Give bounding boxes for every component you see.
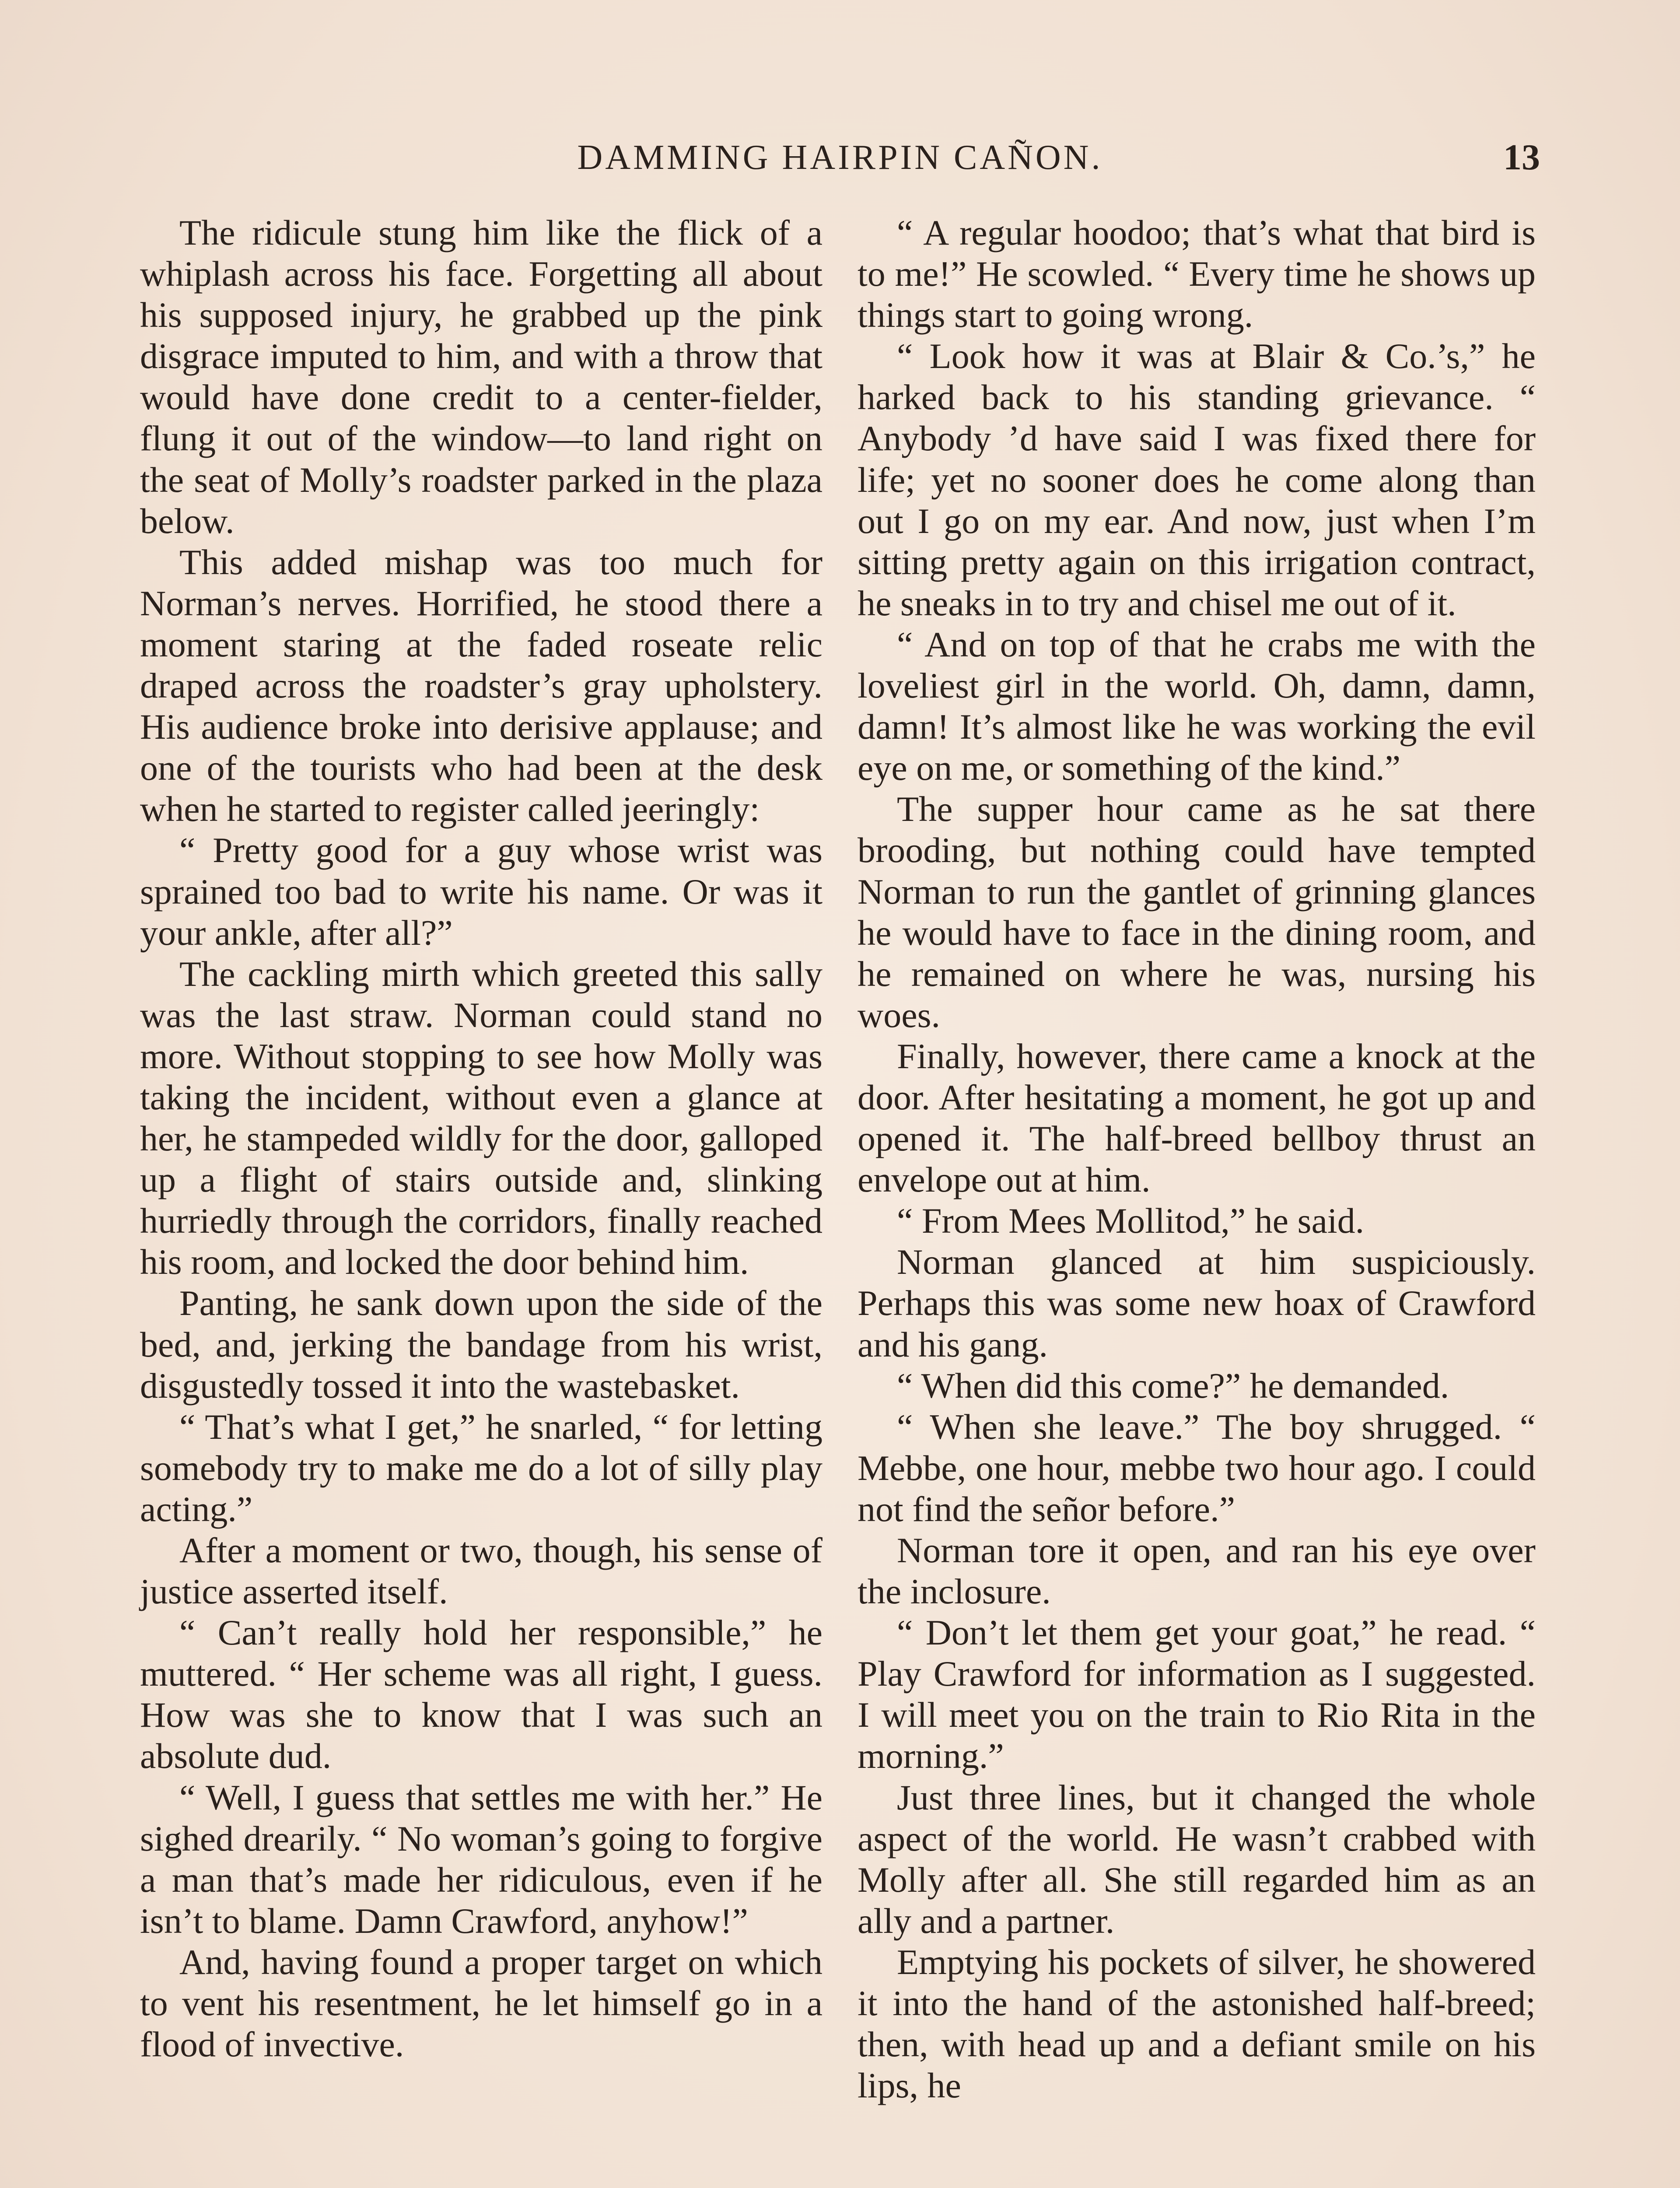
paragraph: “ From Mees Mollitod,” he said. <box>897 1201 1365 1241</box>
left-column <box>140 212 822 2065</box>
paragraph: “ Well, I guess that settles me with her.” He sighed drearily. “ No woman’s going to forgive a man that’s made her ridiculous, even if he isn’t to blame. Damn Crawford, anyhow!” <box>140 1777 822 1941</box>
paragraph: “ That’s what I get,” he snarled, “ for letting somebody try to make me do a lot of silly play acting.” <box>140 1406 822 1529</box>
paragraph: “ Pretty good for a guy whose wrist was sprained too bad to write his name. Or was it your ankle, after all?” <box>140 830 822 953</box>
paragraph: Finally, however, there came a knock at the door. After hesitating a moment, he got up and opened it. The half-breed bellboy thrust an envelope out at him. <box>858 1036 1536 1200</box>
paragraph: “ A regular hoodoo; that’s what that bird is to me!” He scowled. “ Every time he shows up things start to going wrong. <box>858 213 1536 335</box>
right-column <box>858 212 1536 2106</box>
paragraph: Emptying his pockets of silver, he showered it into the hand of the astonished half-breed; then, with head up and a defiant smile on his lips, he <box>858 1942 1536 2106</box>
paragraph: “ And on top of that he crabs me with the loveliest girl in the world. Oh, damn, damn, damn! It’s almost like he was working the evil eye on me, or something of the kind.” <box>858 624 1536 788</box>
paragraph: Norman glanced at him suspiciously. Perhaps this was some new hoax of Crawford and his gang. <box>858 1242 1536 1364</box>
page-header <box>140 131 1540 184</box>
paragraph: “ When she leave.” The boy shrugged. “ Mebbe, one hour, mebbe two hour ago. I could not find the señor before.” <box>858 1406 1536 1529</box>
running-head: DAMMING HAIRPIN CAÑON. <box>577 138 1103 177</box>
paragraph: Just three lines, but it changed the whole aspect of the world. He wasn’t crabbed with Molly after all. She still regarded him as an ally and a partner. <box>858 1777 1536 1941</box>
paragraph: After a moment or two, though, his sense of justice asserted itself. <box>140 1530 822 1612</box>
paragraph: The ridicule stung him like the flick of a whiplash across his face. Forgetting all about his supposed injury, he grabbed up the pink disgrace imputed to him, and with a throw that would have done credit to a center-fielder, flung it out of the window—to land right on the seat of Molly’s roadster parked in the plaza below. <box>140 213 822 541</box>
paragraph: This added mishap was too much for Norman’s nerves. Horrified, he stood there a moment staring at the faded roseate relic draped across the roadster’s gray upholstery. His audience broke into derisive applause; and one of the tourists who had been at the desk when he started to register called jeeringly: <box>140 542 822 829</box>
paragraph: “ Look how it was at Blair & Co.’s,” he harked back to his standing grievance. “ Anybody ’d have said I was fixed there for life; yet no sooner does he come along than out I go on my ear. And now, just when I’m sitting pretty again on this irrigation contract, he sneaks in to try and chisel me out of it. <box>858 336 1536 623</box>
paragraph: Panting, he sank down upon the side of the bed, and, jerking the bandage from his wrist, disgustedly tossed it into the wastebasket. <box>140 1283 822 1406</box>
paragraph: “ Don’t let them get your goat,” he read. “ Play Crawford for information as I suggested. I will meet you on the train to Rio Rita in the morning.” <box>858 1613 1536 1776</box>
page-number: 13 <box>1503 137 1540 178</box>
paragraph: “ Can’t really hold her responsible,” he muttered. “ Her scheme was all right, I guess. How was she to know that I was such an absolute dud. <box>140 1613 822 1776</box>
paragraph: The supper hour came as he sat there brooding, but nothing could have tempted Norman to run the gantlet of grinning glances he would have to face in the dining room, and he remained on where he was, nursing his woes. <box>858 789 1536 1035</box>
paragraph: The cackling mirth which greeted this sally was the last straw. Norman could stand no more. Without stopping to see how Molly was taking the incident, without even a glance at her, he stampeded wildly for the door, galloped up a flight of stairs outside and, slinking hurriedly through the corridors, finally reached his room, and locked the door behind him. <box>140 954 822 1282</box>
paragraph: And, having found a proper target on which to vent his resentment, he let himself go in a flood of invective. <box>140 1942 822 2065</box>
paragraph: “ When did this come?” he demanded. <box>897 1365 1449 1406</box>
paragraph: Norman tore it open, and ran his eye over the inclosure. <box>858 1530 1536 1612</box>
